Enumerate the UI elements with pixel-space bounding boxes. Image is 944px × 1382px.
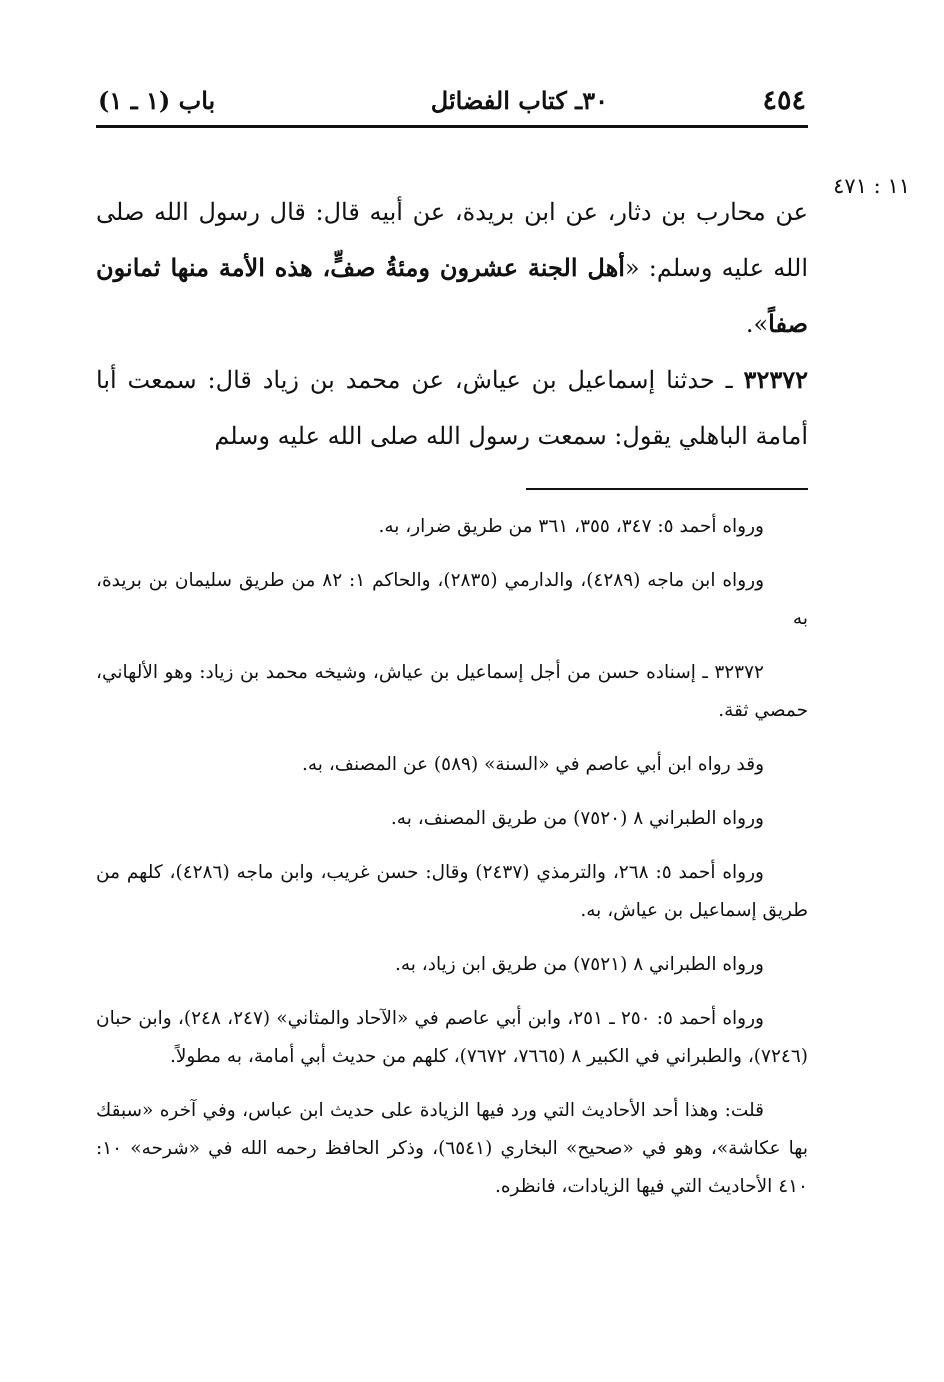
section-reference: باب (١ ـ ١) bbox=[98, 86, 216, 115]
hadith-text: أهل الجنة عشرون ومئةُ صفٍّ، هذه الأمة منها ثمانون صفاً bbox=[96, 253, 808, 338]
side-reference: ١١ : ٤٧١ bbox=[833, 174, 910, 198]
footnote: ورواه الطبراني ٨ (٧٥٢١) من طريق ابن زياد، به. bbox=[394, 954, 764, 975]
page-number: ٤٥٤ bbox=[762, 85, 806, 116]
footnote: ورواه أحمد ٥: ٢٥٠ ـ ٢٥١، وابن أبي عاصم في «الآحاد والمثاني» (٢٤٧، ٢٤٨)، وابن حبان (٧٢٤٦)، والطبراني في الكبير ٨ (٧٦٦٥، ٧٦٧٢)، كلهم من حديث أبي أمامة، به مطولاً. bbox=[96, 1008, 808, 1067]
footnote: ورواه أحمد ٥: ٣٤٧، ٣٥٥، ٣٦١ من طريق ضرار، به. bbox=[378, 516, 764, 537]
running-header bbox=[96, 82, 808, 126]
footnote: وقد رواه ابن أبي عاصم في «السنة» (٥٨٩) عن المصنف، به. bbox=[302, 754, 764, 775]
closing-quote: ». bbox=[745, 310, 769, 338]
footnote: قلت: وهذا أحد الأحاديث التي ورد فيها الزيادة على حديث ابن عباس، وفي آخره «سبقك بها عكاشة»، وهو في «صحيح» البخاري (٦٥٤١)، وذكر الحافظ رحمه الله في «شرحه» ١٠: ٤١٠ الأحاديث التي فيها الزيادات، فانظره. bbox=[96, 1100, 808, 1197]
main-paragraph-1 bbox=[96, 184, 808, 352]
header-rule bbox=[96, 125, 808, 128]
footnotes bbox=[96, 508, 808, 1206]
footnote: ٣٢٣٧٢ ـ إسناده حسن من أجل إسماعيل بن عياش، وشيخه محمد بن زياد: وهو الألهاني، حمصي ثقة. bbox=[96, 662, 808, 721]
hadith-number: ٣٢٣٧٢ bbox=[743, 365, 808, 394]
chapter-title: ٣٠ـ كتاب الفضائل bbox=[430, 86, 608, 115]
main-paragraph-2 bbox=[96, 352, 808, 464]
narration-text: ـ حدثنا إسماعيل بن عياش، عن محمد بن زياد قال: سمعت أبا أمامة الباهلي يقول: سمعت رسول الله صلى الله عليه وسلم bbox=[96, 366, 808, 450]
narration-chain: عن محارب بن دثار، عن ابن بريدة، عن أبيه قال: قال رسول الله صلى الله عليه وسلم: « bbox=[96, 198, 808, 282]
footnote-separator bbox=[526, 488, 808, 490]
footnote: ورواه أحمد ٥: ٢٦٨، والترمذي (٢٤٣٧) وقال: حسن غريب، وابن ماجه (٤٢٨٦)، كلهم من طريق إسماعيل بن عياش، به. bbox=[96, 862, 808, 921]
footnote: ورواه الطبراني ٨ (٧٥٢٠) من طريق المصنف، به. bbox=[390, 808, 764, 829]
footnote: ورواه ابن ماجه (٤٢٨٩)، والدارمي (٢٨٣٥)، والحاكم ١: ٨٢ من طريق سليمان بن بريدة، به bbox=[96, 570, 808, 629]
